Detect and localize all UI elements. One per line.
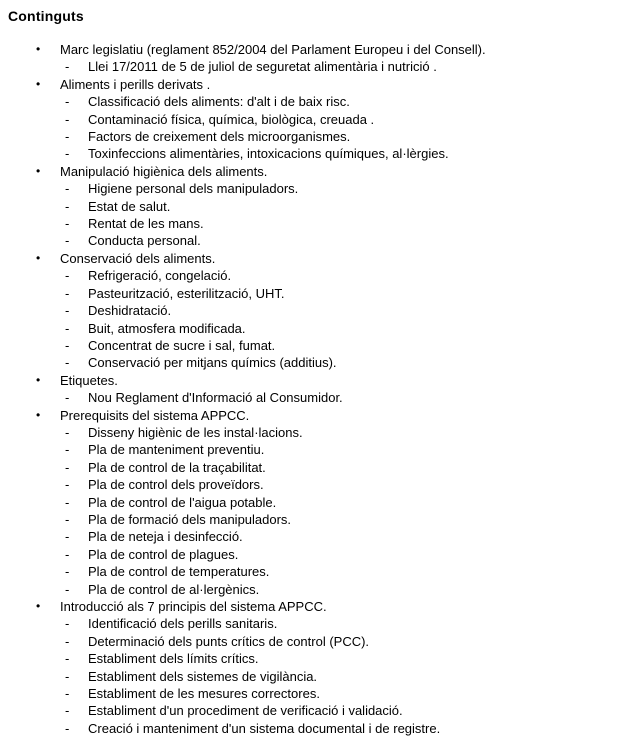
dash-icon: - <box>65 198 70 214</box>
dash-icon: - <box>65 459 70 475</box>
bullet-item-label: Marc legislatiu (reglament 852/2004 del Parlament Europeu i del Consell). <box>60 42 486 57</box>
dash-icon: - <box>65 355 70 371</box>
sub-item-label: Establiment dels límits crítics. <box>88 651 259 667</box>
bullet-item <box>36 372 613 389</box>
sub-item <box>65 650 613 667</box>
bullet-item-label: Aliments i perills derivats . <box>60 76 211 92</box>
dash-icon: - <box>65 442 70 458</box>
dash-icon: - <box>65 633 70 649</box>
dash-icon: - <box>65 668 70 684</box>
bullet-item <box>36 250 613 267</box>
sub-item-label: Identificació dels perills sanitaris. <box>88 616 278 632</box>
dash-icon: - <box>65 581 70 597</box>
sub-item <box>65 720 613 737</box>
sub-item <box>65 441 613 458</box>
sub-item-label: Pla de control de plagues. <box>88 546 239 562</box>
bullet-icon: • <box>36 407 41 422</box>
dash-icon: - <box>65 129 70 145</box>
dash-icon: - <box>65 703 70 719</box>
sub-item-label: Nou Reglament d'Informació al Consumidor. <box>88 390 343 406</box>
sub-item-label: Establiment d'un procediment de verificació i validació. <box>88 703 403 719</box>
bullet-icon: • <box>36 372 41 387</box>
dash-icon: - <box>65 616 70 632</box>
sub-item-label: Pla de control de temperatures. <box>88 564 270 580</box>
sub-item-label: Pla de control de la traçabilitat. <box>88 459 266 475</box>
dash-icon: - <box>65 303 70 319</box>
sub-item-label: Buit, atmosfera modificada. <box>88 320 246 336</box>
bullet-icon: • <box>36 76 41 91</box>
sub-item-label: Pasteurització, esterilització, UHT. <box>88 285 285 301</box>
sub-item-label: Concentrat de sucre i sal, fumat. <box>88 337 276 353</box>
sub-item <box>65 145 613 162</box>
bullet-icon: • <box>36 250 41 265</box>
bullet-item <box>36 598 613 615</box>
bullet-item-label: Manipulació higiènica dels aliments. <box>60 163 268 179</box>
dash-icon: - <box>65 564 70 580</box>
sub-item <box>65 354 613 371</box>
sub-item-label: Deshidratació. <box>88 303 172 319</box>
bullet-item <box>36 41 613 58</box>
sub-item-label: Pla de neteja i desinfecció. <box>88 529 243 545</box>
sub-item <box>65 633 613 650</box>
sub-item <box>65 494 613 511</box>
dash-icon: - <box>65 337 70 353</box>
sub-item <box>65 215 613 232</box>
dash-icon: - <box>65 233 70 249</box>
sub-item-label: Refrigeració, congelació. <box>88 268 232 284</box>
sub-item-label: Conservació per mitjans químics (additius). <box>88 355 337 371</box>
dash-icon: - <box>65 546 70 562</box>
dash-icon: - <box>65 720 70 736</box>
sub-item-label: Llei 17/2011 de 5 de juliol de seguretat alimentària i nutrició . <box>88 59 437 75</box>
page-title: Continguts <box>8 8 84 24</box>
sub-item <box>65 581 613 598</box>
bullet-item-label: Introducció als 7 principis del sistema APPCC. <box>60 599 327 614</box>
sub-item-label: Conducta personal. <box>88 233 201 249</box>
dash-icon: - <box>65 494 70 510</box>
sub-item <box>65 528 613 545</box>
bullet-item <box>36 163 613 180</box>
sub-item <box>65 180 613 197</box>
sub-item <box>65 267 613 284</box>
dash-icon: - <box>65 94 70 110</box>
sub-item-label: Determinació dels punts crítics de control (PCC). <box>88 633 370 649</box>
dash-icon: - <box>65 424 70 440</box>
bullet-icon: • <box>36 599 41 613</box>
sub-item <box>65 389 613 406</box>
sub-item-label: Pla de manteniment preventiu. <box>88 442 265 458</box>
bullet-icon: • <box>36 42 41 56</box>
sub-item <box>65 424 613 441</box>
sub-item <box>65 685 613 702</box>
dash-icon: - <box>65 285 70 301</box>
sub-item-label: Establiment dels sistemes de vigilància. <box>88 668 318 684</box>
dash-icon: - <box>65 511 70 527</box>
dash-icon: - <box>65 477 70 493</box>
sub-item <box>65 702 613 719</box>
sub-item <box>65 58 613 75</box>
sub-item-label: Pla de control dels proveïdors. <box>88 477 264 493</box>
sub-item <box>65 111 613 128</box>
sub-item-label: Higiene personal dels manipuladors. <box>88 181 299 197</box>
bullet-item-label: Etiquetes. <box>60 372 118 388</box>
bullet-item-label: Conservació dels aliments. <box>60 250 216 266</box>
dash-icon: - <box>65 268 70 284</box>
sub-item <box>65 615 613 632</box>
sub-item-label: Rentat de les mans. <box>88 216 204 232</box>
dash-icon: - <box>65 216 70 232</box>
sub-item-label: Factors de creixement dels microorganismes. <box>88 129 351 145</box>
sub-item-label: Toxinfeccions alimentàries, intoxicacions químiques, al·lèrgies. <box>88 146 449 162</box>
sub-item <box>65 459 613 476</box>
sub-item-label: Establiment de les mesures correctores. <box>88 686 320 702</box>
sub-item-label: Pla de control de al·lergènics. <box>88 581 260 597</box>
dash-icon: - <box>65 390 70 406</box>
contents-list <box>8 41 613 737</box>
sub-item <box>65 285 613 302</box>
dash-icon: - <box>65 146 70 162</box>
sub-item-label: Estat de salut. <box>88 198 171 214</box>
sub-item-label: Classificació dels aliments: d'alt i de baix risc. <box>88 94 350 110</box>
sub-item-label: Disseny higiènic de les instal·lacions. <box>88 424 303 440</box>
sub-item <box>65 546 613 563</box>
dash-icon: - <box>65 651 70 667</box>
sub-item-label: Pla de control de l'aigua potable. <box>88 494 277 510</box>
sub-item <box>65 337 613 354</box>
bullet-item-label: Prerequisits del sistema APPCC. <box>60 407 250 423</box>
sub-item <box>65 511 613 528</box>
sub-item-label: Contaminació física, química, biològica, creuada . <box>88 111 375 127</box>
sub-item <box>65 668 613 685</box>
bullet-item <box>36 76 613 93</box>
sub-item-label: Pla de formació dels manipuladors. <box>88 511 292 527</box>
dash-icon: - <box>65 529 70 545</box>
sub-item <box>65 302 613 319</box>
sub-item <box>65 93 613 110</box>
dash-icon: - <box>65 320 70 336</box>
dash-icon: - <box>65 111 70 127</box>
dash-icon: - <box>65 181 70 197</box>
sub-item <box>65 563 613 580</box>
dash-icon: - <box>65 59 70 75</box>
bullet-icon: • <box>36 163 41 178</box>
sub-item-label: Creació i manteniment d'un sistema documental i de registre. <box>88 720 441 736</box>
sub-item <box>65 476 613 493</box>
sub-item <box>65 198 613 215</box>
dash-icon: - <box>65 686 70 702</box>
sub-item <box>65 320 613 337</box>
sub-item <box>65 232 613 249</box>
sub-item <box>65 128 613 145</box>
bullet-item <box>36 407 613 424</box>
